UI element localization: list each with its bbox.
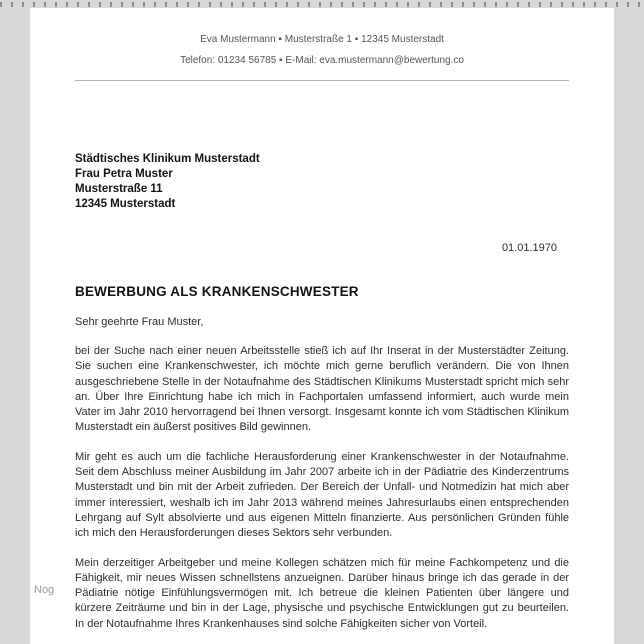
header-divider — [75, 80, 569, 81]
paragraph: Mein derzeitiger Arbeitgeber und meine Kollegen schätzen mich für meine Fachkompetenz und die Fähigkeit, mir neues Wissen schnellstens anzueignen. Darüber hinaus bringe ich das gerade in der Pädiatrie nötige Einfühlungsvermögen mit. Ich betreue die kleinen Patienten über längere und kürzere Zeiträume und bin in der Lage, physische und psychische Entwicklungen gut zu beurteilen. In der Notaufnahme Ihres Krankenhauses sind solche Fähigkeiten sicher von Vorteil. — [75, 556, 569, 630]
letter-page — [30, 8, 614, 644]
recipient-line: Frau Petra Muster — [75, 168, 173, 180]
watermark-text: Nog — [34, 584, 55, 596]
sender-phone-email-line: Telefon: 01234 56785 ▪ E-Mail: eva.mustermann@bewertung.co — [180, 55, 464, 66]
letter-body — [75, 344, 569, 632]
recipient-line: 12345 Musterstadt — [75, 198, 176, 210]
recipient-line: Musterstraße 11 — [75, 183, 163, 195]
recipient-address-block — [75, 152, 569, 212]
ruler-tick-marks — [0, 2, 644, 7]
subject-line: BEWERBUNG ALS KRANKENSCHWESTER — [75, 284, 359, 299]
recipient-line: Städtisches Klinikum Musterstadt — [75, 153, 260, 165]
salutation: Sehr geehrte Frau Muster, — [75, 316, 204, 328]
sender-header — [75, 34, 569, 67]
letter-date: 01.01.1970 — [501, 242, 557, 254]
sender-contact-line: Eva Mustermann ▪ Musterstraße 1 ▪ 12345 Musterstadt — [200, 34, 444, 45]
paragraph: bei der Suche nach einer neuen Arbeitsstelle stieß ich auf Ihr Inserat in der Musterstädter Zeitung. Sie suchen eine Krankenschwester, ich möchte mich gerne beruflich verändern. Die von Ihnen ausgeschriebene Stelle in der Notaufnahme des Städtischen Klinikums Musterstadt spricht mich sehr an. Über Ihre Einrichtung habe ich mich in Fachportalen umfassend informiert, auch wurde mein Vater im Jahr 2010 hervorragend bei Ihnen versorgt. Insgesamt konnte ich vom Städtischen Klinikum Musterstadt ein äußerst positives Bild gewinnen. — [75, 345, 569, 434]
paragraph: Mir geht es auch um die fachliche Herausforderung einer Krankenschwester in der Notaufnahme. Seit dem Abschluss meiner Ausbildung im Jahr 2007 arbeite ich in der Pädiatrie des Kinderzentrums Musterstadt und bin mit der Arbeit zufrieden. Der Bereich der Unfall- und Notmedizin hat mich aber immer interessiert, weshalb ich im Jahr 2013 während meines Jahresurlaubs einen entsprechenden Lehrgang auf Sylt absolvierte und aus eigenen Mitteln finanzierte. Aus persönlichen Gründen fühle ich mich den Herausforderungen dieses Sektors sehr verbunden. — [75, 450, 569, 540]
